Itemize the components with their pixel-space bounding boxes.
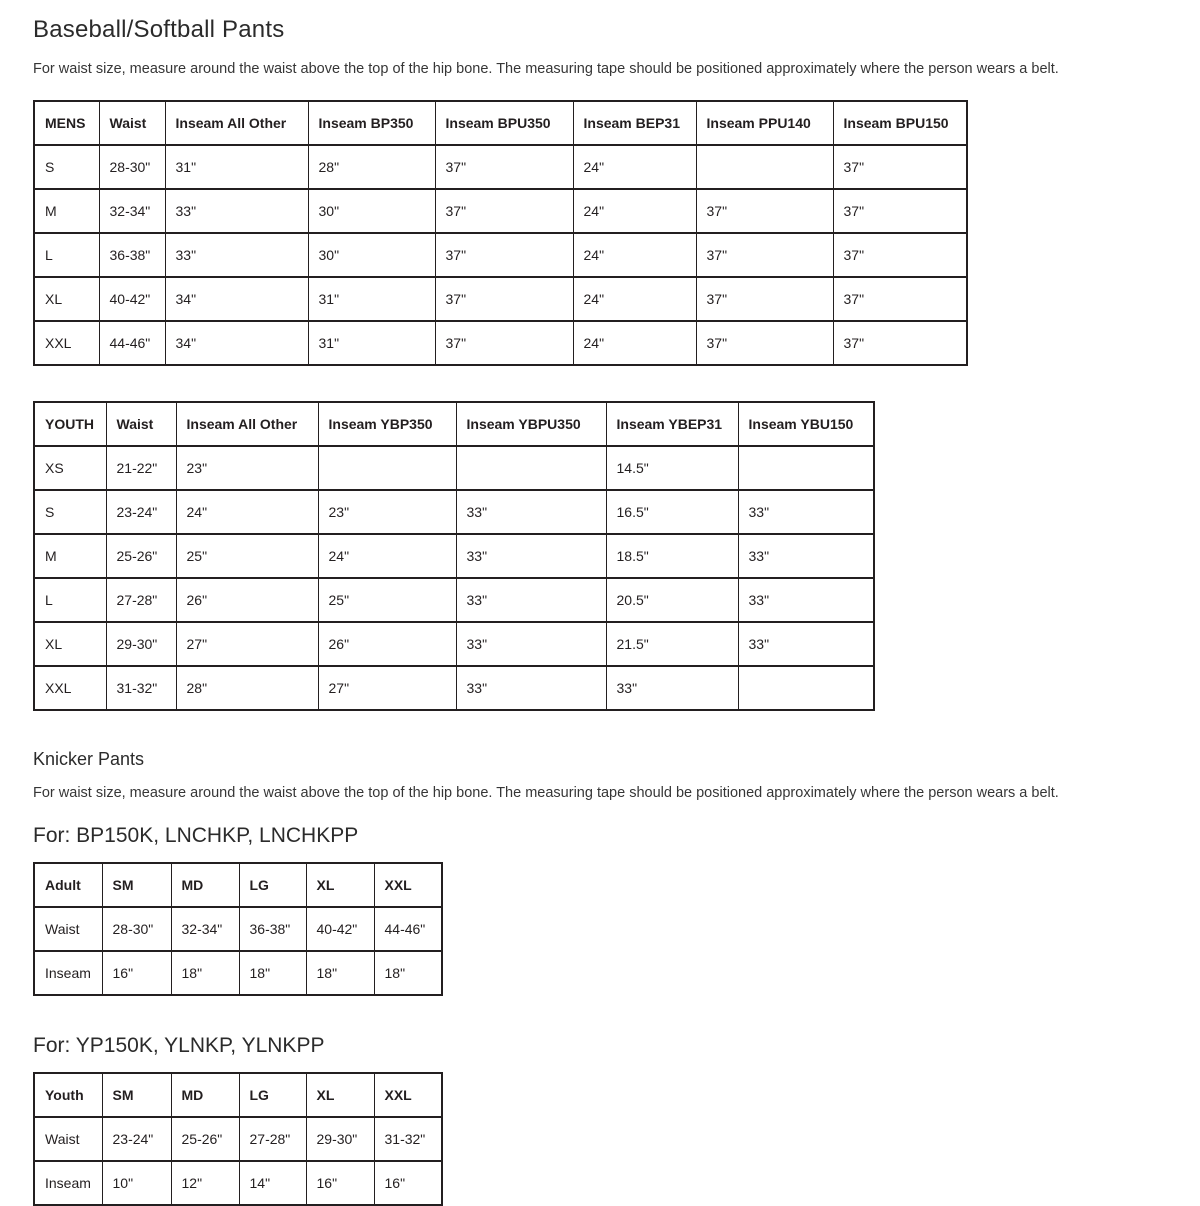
size-cell: 30": [308, 189, 435, 233]
size-cell: 21-22": [106, 446, 176, 490]
size-cell: 32-34": [99, 189, 165, 233]
page-title: Baseball/Softball Pants: [33, 16, 285, 43]
table-row: [34, 666, 874, 710]
size-cell: 26": [318, 622, 456, 666]
size-cell: 33": [738, 578, 874, 622]
column-header: Inseam BEP31: [573, 101, 696, 145]
column-header: Inseam PPU140: [696, 101, 833, 145]
size-cell: 24": [573, 277, 696, 321]
size-cell: 23": [176, 446, 318, 490]
column-header: Inseam YBP350: [318, 402, 456, 446]
knicker-pants-title: Knicker Pants: [33, 749, 145, 770]
size-cell: 23": [318, 490, 456, 534]
column-header: Inseam BPU350: [435, 101, 573, 145]
size-cell: 21.5": [606, 622, 738, 666]
column-header: LG: [239, 1073, 306, 1117]
intro-text: For waist size, measure around the waist above the top of the hip bone. The measuring tape should be positioned approximately where the person wears a belt.: [33, 61, 1059, 77]
mens-size-table: [33, 100, 968, 366]
size-cell: 37": [833, 233, 967, 277]
size-cell: 37": [833, 277, 967, 321]
size-cell: 33": [456, 622, 606, 666]
size-cell: 44-46": [374, 907, 442, 951]
size-cell: 33": [606, 666, 738, 710]
size-cell: 37": [435, 145, 573, 189]
size-cell: 18": [306, 951, 374, 995]
column-header: Waist: [106, 402, 176, 446]
size-cell: 28-30": [99, 145, 165, 189]
column-header: YOUTH: [34, 402, 106, 446]
row-label: Waist: [34, 907, 102, 951]
size-cell: 31-32": [374, 1117, 442, 1161]
column-header: Youth: [34, 1073, 102, 1117]
size-cell: 18": [239, 951, 306, 995]
row-label: XS: [34, 446, 106, 490]
size-cell: 32-34": [171, 907, 239, 951]
size-cell: 16": [306, 1161, 374, 1205]
row-label: M: [34, 189, 99, 233]
size-cell: 33": [738, 622, 874, 666]
size-cell: 24": [176, 490, 318, 534]
size-cell: 26": [176, 578, 318, 622]
size-cell: 33": [456, 666, 606, 710]
header-row: [34, 1073, 442, 1117]
size-cell: 24": [573, 321, 696, 365]
column-header: MD: [171, 1073, 239, 1117]
size-cell: 36-38": [239, 907, 306, 951]
size-cell: 18": [171, 951, 239, 995]
column-header: Inseam YBU150: [738, 402, 874, 446]
table-row: [34, 145, 967, 189]
size-cell: 37": [833, 145, 967, 189]
column-header: XL: [306, 863, 374, 907]
size-cell: 28": [308, 145, 435, 189]
size-cell: 16.5": [606, 490, 738, 534]
size-cell: 31": [308, 321, 435, 365]
size-cell: 31": [308, 277, 435, 321]
size-cell: 28": [176, 666, 318, 710]
size-cell: 33": [456, 490, 606, 534]
row-label: Inseam: [34, 1161, 102, 1205]
size-cell: 27": [318, 666, 456, 710]
size-cell: 33": [165, 233, 308, 277]
size-cell: 24": [573, 145, 696, 189]
size-cell: 40-42": [99, 277, 165, 321]
size-cell: [738, 446, 874, 490]
table-row: [34, 277, 967, 321]
table-row: [34, 622, 874, 666]
youth-knicker-heading: For: YP150K, YLNKP, YLNKPP: [33, 1033, 325, 1057]
column-header: Adult: [34, 863, 102, 907]
size-cell: 37": [435, 189, 573, 233]
column-header: LG: [239, 863, 306, 907]
size-cell: 20.5": [606, 578, 738, 622]
column-header: Waist: [99, 101, 165, 145]
column-header: Inseam YBEP31: [606, 402, 738, 446]
column-header: MENS: [34, 101, 99, 145]
size-cell: 33": [738, 534, 874, 578]
table-row: [34, 321, 967, 365]
column-header: Inseam YBPU350: [456, 402, 606, 446]
size-cell: 25": [318, 578, 456, 622]
size-cell: 25-26": [106, 534, 176, 578]
table-row: [34, 1117, 442, 1161]
size-cell: 40-42": [306, 907, 374, 951]
row-label: XXL: [34, 321, 99, 365]
size-cell: 37": [696, 233, 833, 277]
size-cell: 37": [833, 321, 967, 365]
size-cell: 30": [308, 233, 435, 277]
size-cell: 34": [165, 277, 308, 321]
row-label: Inseam: [34, 951, 102, 995]
column-header: Inseam All Other: [176, 402, 318, 446]
size-cell: 16": [374, 1161, 442, 1205]
column-header: Inseam All Other: [165, 101, 308, 145]
size-cell: [456, 446, 606, 490]
size-cell: 14.5": [606, 446, 738, 490]
size-cell: 27-28": [106, 578, 176, 622]
size-cell: 10": [102, 1161, 171, 1205]
size-cell: 37": [696, 277, 833, 321]
size-cell: 33": [738, 490, 874, 534]
size-cell: [738, 666, 874, 710]
column-header: Inseam BP350: [308, 101, 435, 145]
column-header: XL: [306, 1073, 374, 1117]
table-row: [34, 1161, 442, 1205]
size-cell: 37": [435, 277, 573, 321]
row-label: M: [34, 534, 106, 578]
size-cell: 23-24": [102, 1117, 171, 1161]
table-row: [34, 907, 442, 951]
table-row: [34, 951, 442, 995]
size-cell: 18": [374, 951, 442, 995]
size-cell: 37": [435, 233, 573, 277]
size-cell: 25": [176, 534, 318, 578]
size-cell: 14": [239, 1161, 306, 1205]
table-row: [34, 446, 874, 490]
size-cell: 12": [171, 1161, 239, 1205]
table-row: [34, 578, 874, 622]
size-cell: 37": [833, 189, 967, 233]
size-cell: 27": [176, 622, 318, 666]
column-header: XXL: [374, 863, 442, 907]
row-label: XL: [34, 277, 99, 321]
knicker-intro-text: For waist size, measure around the waist above the top of the hip bone. The measuring tape should be positioned approximately where the person wears a belt.: [33, 785, 1059, 802]
size-cell: 18.5": [606, 534, 738, 578]
row-label: L: [34, 233, 99, 277]
size-cell: 33": [456, 578, 606, 622]
row-label: S: [34, 145, 99, 189]
column-header: XXL: [374, 1073, 442, 1117]
size-cell: 44-46": [99, 321, 165, 365]
size-cell: 31-32": [106, 666, 176, 710]
row-label: S: [34, 490, 106, 534]
size-cell: [696, 145, 833, 189]
header-row: [34, 402, 874, 446]
adult-knicker-heading: For: BP150K, LNCHKP, LNCHKPP: [33, 823, 359, 847]
youth-size-table: [33, 401, 875, 711]
size-cell: [318, 446, 456, 490]
column-header: SM: [102, 863, 171, 907]
table-row: [34, 233, 967, 277]
row-label: XXL: [34, 666, 106, 710]
size-cell: 24": [573, 189, 696, 233]
size-cell: 23-24": [106, 490, 176, 534]
size-cell: 34": [165, 321, 308, 365]
size-cell: 28-30": [102, 907, 171, 951]
table-row: [34, 490, 874, 534]
header-row: [34, 863, 442, 907]
size-cell: 36-38": [99, 233, 165, 277]
row-label: Waist: [34, 1117, 102, 1161]
size-cell: 29-30": [306, 1117, 374, 1161]
size-cell: 25-26": [171, 1117, 239, 1161]
header-row: [34, 101, 967, 145]
size-cell: 33": [456, 534, 606, 578]
size-cell: 16": [102, 951, 171, 995]
youth-knicker-table: [33, 1072, 443, 1206]
size-cell: 37": [435, 321, 573, 365]
column-header: SM: [102, 1073, 171, 1117]
size-cell: 24": [573, 233, 696, 277]
size-cell: 37": [696, 321, 833, 365]
table-row: [34, 189, 967, 233]
size-cell: 33": [165, 189, 308, 233]
size-cell: 37": [696, 189, 833, 233]
row-label: XL: [34, 622, 106, 666]
size-cell: 29-30": [106, 622, 176, 666]
size-cell: 24": [318, 534, 456, 578]
table-row: [34, 534, 874, 578]
column-header: MD: [171, 863, 239, 907]
row-label: L: [34, 578, 106, 622]
size-cell: 27-28": [239, 1117, 306, 1161]
size-cell: 31": [165, 145, 308, 189]
column-header: Inseam BPU150: [833, 101, 967, 145]
adult-knicker-table: [33, 862, 443, 996]
